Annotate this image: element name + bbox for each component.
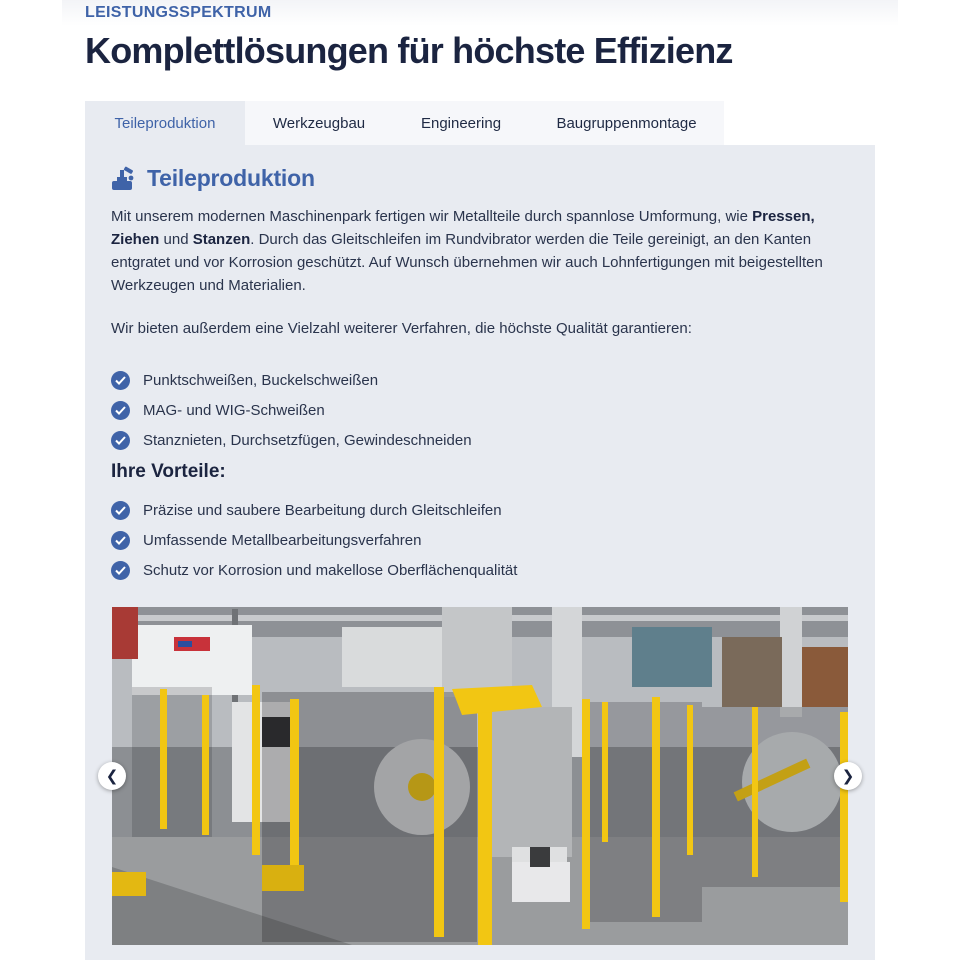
advantages-heading: Ihre Vorteile:	[111, 461, 226, 482]
term-pressen: Pressen,	[752, 208, 815, 225]
process-list	[111, 365, 472, 455]
list-item: MAG- und WIG-Schweißen	[111, 395, 472, 425]
carousel-next-button[interactable]	[834, 762, 862, 790]
panel-title: Teileproduktion	[147, 165, 315, 191]
tab-panel	[85, 145, 875, 960]
check-circle-icon	[111, 501, 130, 520]
check-circle-icon	[111, 431, 130, 450]
term-ziehen: Ziehen	[111, 231, 160, 248]
list-item: Punktschweißen, Buckelschweißen	[111, 365, 472, 395]
list-item: Umfassende Metallbearbeitungsverfahren	[111, 525, 517, 555]
carousel-prev-button[interactable]	[98, 762, 126, 790]
check-circle-icon	[111, 531, 130, 550]
chevron-left-icon: ❮	[105, 768, 119, 785]
tab-engineering[interactable]: Engineering	[420, 114, 502, 132]
section-eyebrow: LEISTUNGSSPEKTRUM	[85, 4, 272, 21]
page-title: Komplettlösungen für höchste Effizienz	[85, 30, 733, 71]
list-item: Präzise und saubere Bearbeitung durch Gleitschleifen	[111, 495, 517, 525]
production-hall-photo	[112, 607, 848, 945]
list-item: Stanznieten, Durchsetzfügen, Gewindeschneiden	[111, 425, 472, 455]
press-machine-icon	[110, 166, 136, 192]
check-circle-icon	[111, 371, 130, 390]
tab-werkzeugbau[interactable]: Werkzeugbau	[272, 114, 366, 132]
intro-paragraph: Mit unserem modernen Maschinenpark fertigen wir Metallteile durch spannlose Umformung, wie Pressen, Ziehen und Stanzen. Durch das Gleitschleifen im Rundvibrator werden die Teile gereinigt, an den Kanten entgratet und vor Korrosion geschützt. Auf Wunsch übernehmen wir auch Lohnfertigungen mit beigestellten Werkzeugen und Materialien.	[111, 208, 823, 294]
check-circle-icon	[111, 561, 130, 580]
offer-paragraph: Wir bieten außerdem eine Vielzahl weiterer Verfahren, die höchste Qualität garantieren:	[111, 320, 692, 337]
term-stanzen: Stanzen	[192, 231, 251, 248]
advantages-list	[111, 495, 517, 585]
check-circle-icon	[111, 401, 130, 420]
tab-baugruppenmontage[interactable]: Baugruppenmontage	[556, 114, 697, 132]
tab-bar	[85, 101, 724, 145]
list-item: Schutz vor Korrosion und makellose Oberflächenqualität	[111, 555, 517, 585]
chevron-right-icon: ❯	[841, 768, 855, 785]
panel-header	[110, 165, 315, 192]
tab-teileproduktion[interactable]: Teileproduktion	[85, 101, 245, 145]
image-carousel[interactable]	[112, 607, 848, 945]
